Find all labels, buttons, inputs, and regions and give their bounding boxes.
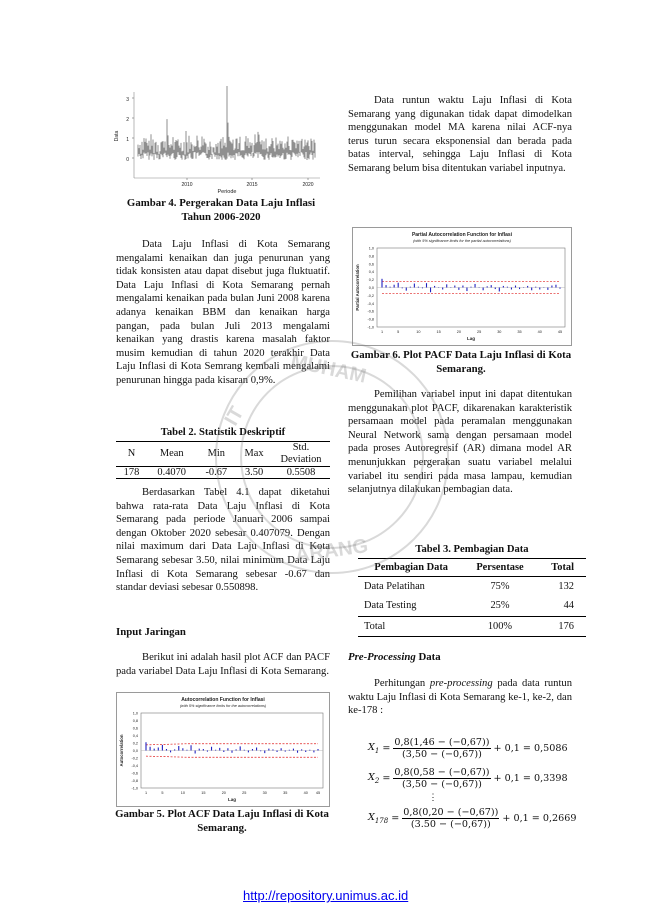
x-axis-label: Lag — [466, 336, 476, 341]
table-2 — [116, 426, 330, 479]
x-tick-label: 15 — [201, 791, 206, 795]
formula-rhs: + 0,1 = 0,5086 — [493, 742, 568, 754]
table-2-title: Tabel 2. Statistik Deskriptif — [160, 427, 286, 438]
x-tick-label: 30 — [262, 791, 267, 795]
y-tick-label: -0,4 — [131, 764, 138, 768]
table-3-header-row — [358, 558, 586, 576]
table-3-cell: Data Pelatihan — [364, 580, 425, 592]
y-axis-label: Data — [114, 130, 120, 142]
y-tick-label: -1,0 — [131, 786, 138, 791]
formula: $X_{178}$ = $\frac{0,8(0,20 - (-0,67))}{(3.50 - (-0,67))}$ + 0,1 = 0,2669 — [368, 806, 577, 830]
preprocessing-heading — [348, 651, 441, 663]
formula-rhs: + 0,1 = 0,3398 — [493, 772, 568, 784]
y-axis-label: Autocorrelation — [119, 734, 124, 767]
y-tick-label: 0 — [126, 157, 129, 163]
table-2-cell: 178 — [123, 466, 140, 478]
table-3-cell: Data Testing — [364, 600, 417, 612]
figure-4-caption: Gambar 4. Pergerakan Data Laju Inflasi Tahun 2006-2020 — [126, 197, 316, 223]
table-2-cell: 0.5508 — [286, 466, 316, 478]
table-3-cell: 75% — [490, 580, 510, 592]
right-paragraph-3 — [348, 677, 572, 718]
y-tick-label: -1,0 — [367, 325, 374, 330]
x-tick-label: 5 — [161, 791, 164, 795]
table-2-cell: 0.4070 — [157, 466, 186, 478]
formula-denominator: (3.50 − (−0,67)) — [410, 818, 491, 830]
x-tick-label: 25 — [242, 791, 247, 795]
y-tick-label: 0,6 — [368, 262, 374, 267]
inflation-time-series-plot — [112, 86, 327, 194]
y-tick-label: 0,0 — [132, 749, 138, 753]
x-tick-label: 20 — [221, 791, 226, 795]
formula-fraction — [393, 767, 490, 790]
table-2-header-cell: Std. Deviation — [280, 441, 322, 465]
chart-subtitle: (with 5% significance limits for the autocorrelations) — [179, 704, 267, 708]
table-row — [358, 576, 586, 596]
formula-numerator: 0,8(0,58 − (−0,67)) — [394, 766, 490, 778]
x-tick-label: 40 — [537, 330, 542, 334]
y-axis-label: Partial Autocorrelation — [355, 264, 360, 311]
table-3 — [358, 543, 586, 637]
y-tick-label: -0,6 — [367, 309, 374, 314]
input-jaringan-heading: Input Jaringan — [116, 626, 186, 638]
table-2-cell: 3.50 — [244, 466, 264, 478]
y-tick-label: 0,6 — [132, 726, 138, 731]
acf-plot — [117, 693, 329, 806]
chart-title: Autocorrelation Function for Inflasi — [181, 697, 265, 703]
y-tick-label: 1,0 — [368, 246, 374, 251]
table-2-header-cell: N — [127, 448, 136, 459]
x-tick-label: 45 — [315, 791, 321, 795]
x-tick-label: 1 — [380, 330, 384, 334]
x-tick-label: 20 — [456, 330, 461, 334]
formula-denominator: (3,50 − (−0,67)) — [401, 748, 482, 760]
formula-denominator: (3,50 − (−0,67)) — [401, 778, 482, 790]
repository-link[interactable]: http://repository.unimus.ac.id — [243, 888, 409, 903]
x-tick-label: 2010 — [181, 182, 193, 188]
y-tick-label: 2 — [126, 117, 129, 123]
y-tick-label: 1,0 — [132, 711, 138, 716]
table-3-header-cell: Persentase — [476, 561, 524, 573]
table-3-cell: 132 — [558, 580, 574, 592]
table-2-header-row — [116, 441, 330, 466]
right-paragraph-1: Data runtun waktu Laju Inflasi di Kota Semarang yang digunakan tidak dapat dimodelkan menggunakan model MA karena nilai ACF-nya terus turun secara eksponensial dan berada pada batas interval, sehingga Laju Inflasi di Kota Semarang belum bisa ditentukan variabel inputnya. — [348, 95, 572, 174]
right-paragraph-3-end: pada data runtun waktu Laju Inflasi di Kota Semarang ke-1, ke-2, dan ke-178 : — [348, 678, 573, 717]
x-tick-label: 1 — [144, 791, 148, 795]
x-axis-label: Lag — [227, 797, 237, 802]
table-2-header-cell: Mean — [159, 448, 184, 459]
x-tick-label: 35 — [517, 330, 522, 334]
table-row — [358, 616, 586, 636]
table-row — [358, 596, 586, 616]
table-row — [116, 466, 330, 478]
table-3-cell: 25% — [490, 600, 510, 612]
figure-6-caption: Gambar 6. Plot PACF Data Laju Inflasi di Kota Semarang. — [350, 349, 572, 375]
x-tick-label: 35 — [283, 791, 288, 795]
table-3-cell: 100% — [487, 620, 513, 632]
y-tick-label: -0,2 — [367, 293, 374, 298]
table-3-title: Tabel 3. Pembagian Data — [415, 544, 529, 555]
x-tick-label: 2015 — [246, 182, 258, 188]
formula-lhs: $X_2$ — [368, 771, 380, 785]
y-tick-label: 0,8 — [132, 719, 138, 723]
y-tick-label: 0,2 — [368, 278, 374, 283]
right-paragraph-3-start: Perhitungan — [374, 678, 430, 689]
formula-numerator: 0,8(0,20 − (−0,67)) — [403, 806, 499, 818]
preprocessing-heading-rest: Data — [415, 651, 441, 663]
y-tick-label: 0,4 — [368, 270, 374, 275]
chart-title: Partial Autocorrelation Function for Inflasi — [411, 232, 513, 238]
formula: $X_2$ = $\frac{0,8(0,58 - (-0,67))}{(3,50 - (-0,67))}$ + 0,1 = 0,3398 — [368, 766, 568, 790]
y-tick-label: -0,2 — [131, 756, 138, 761]
x-tick-label: 40 — [303, 791, 308, 795]
x-tick-label: 5 — [397, 330, 400, 334]
formula-fraction — [393, 737, 490, 760]
table-3-header-cell: Total — [551, 561, 574, 573]
table-3-header-cell: Pembagian Data — [374, 561, 448, 573]
left-paragraph-3: Berikut ini adalah hasil plot ACF dan PACF pada variabel Data Laju Inflasi di Kota Semarang. — [116, 652, 330, 677]
y-tick-label: -0,4 — [367, 301, 374, 306]
y-tick-label: 1 — [126, 137, 129, 143]
formula-block — [368, 733, 588, 833]
formula-lhs: $X_{178}$ — [368, 811, 389, 825]
watermark-bottom-text: ARANG — [293, 535, 370, 568]
x-tick-label: 25 — [476, 330, 482, 334]
x-tick-label: 15 — [436, 330, 441, 334]
chart-subtitle: (with 5% significance limits for the partial autocorrelations) — [413, 239, 511, 243]
x-tick-label: 10 — [416, 330, 421, 334]
formula-rhs: + 0,1 = 0,2669 — [502, 812, 577, 824]
figure-4 — [112, 86, 327, 194]
x-tick-label: 10 — [180, 791, 185, 795]
x-tick-label: 30 — [497, 330, 502, 334]
pacf-chart — [352, 227, 572, 346]
y-tick-label: -0,8 — [131, 779, 138, 783]
formula-lhs: $X_1$ — [368, 741, 380, 755]
y-tick-label: 0,0 — [368, 286, 374, 290]
formula: $X_1$ = $\frac{0,8(1,46 - (-0,67))}{(3,50 - (-0,67))}$ + 0,1 = 0,5086 — [368, 736, 568, 760]
formula-ellipsis: ⋮ — [428, 793, 438, 803]
watermark-left-text: IT — [220, 403, 249, 430]
right-paragraph-3-italic: pre-processing — [429, 678, 493, 689]
pacf-plot — [353, 228, 571, 345]
preprocessing-heading-italic: Pre-Processing — [348, 651, 416, 663]
figure-5-caption: Gambar 5. Plot ACF Data Laju Inflasi di Kota Semarang. — [115, 808, 329, 834]
y-tick-label: 0,4 — [132, 734, 138, 738]
watermark-top-text: MUHAM — [288, 350, 369, 388]
table-3-cell: 176 — [558, 620, 574, 632]
x-axis-label: Periode — [217, 189, 237, 194]
y-tick-label: 0,8 — [368, 254, 374, 259]
right-paragraph-2: Pemilihan variabel input ini dapat ditentukan menggunakan plot PACF, dikarenakan karakteristik persamaan model pada peramalan menggunakan Neural Network sama dengan persamaan model pada proses Autoregresif (AR) dimana model AR menunjukkan pergerakan suatu variabel melalui variabel itu sendiri pada masa lampau, kemudian selanjutnya dilakukan pembagian data. — [348, 389, 572, 496]
y-tick-label: 3 — [126, 97, 129, 103]
x-tick-label: 45 — [557, 330, 563, 334]
table-2-header-cell: Min — [207, 448, 225, 459]
acf-chart — [116, 692, 330, 807]
formula-numerator: 0,8(1,46 − (−0,67)) — [394, 736, 490, 748]
x-tick-label: 2020 — [302, 182, 314, 188]
table-2-header-cell: Max — [244, 448, 264, 459]
left-paragraph-1: Data Laju Inflasi di Kota Semarang mengalami kenaikan dan juga penurunan yang tidak konsisten atau dapat disebut juga fluktuatif. Data Laju Inflasi di Kota Semarang pernah mengalami kenaikan pada bulan Juni 2008 karena adanya kenaikan BBM dan kenaikan harga pangan, pada bulan Juli 2013 mengalami kenaikan yang drastis karena masalah faktor musim kemudian di tahun 2020 terakhir Data Laju Inflasi di Kota Semrang kembali mengalami penurunan hingga pada kisaran 0,9%. — [116, 239, 330, 386]
formula-fraction — [402, 807, 499, 830]
table-3-cell: 44 — [563, 600, 574, 612]
table-2-cell: -0.67 — [205, 466, 228, 478]
table-3-cell: Total — [364, 620, 386, 632]
left-paragraph-2: Berdasarkan Tabel 4.1 dapat diketahui bahwa rata-rata Data Laju Inflasi di Kota Semarang pada periode Januari 2006 sampai dengan Oktober 2020 sebesar 0.407079. Dengan nilai maximum dari Data Laju Inflasi di Kota Semarang sebesar 3.50, nilai minimum Data Laju Inflasi di Kota Semarang sebesar -0.67 dan standar deviasi sebesar 0.550898. — [116, 487, 330, 594]
y-tick-label: -0,8 — [367, 317, 374, 322]
y-tick-label: 0,2 — [132, 741, 138, 746]
y-tick-label: -0,6 — [131, 771, 138, 776]
